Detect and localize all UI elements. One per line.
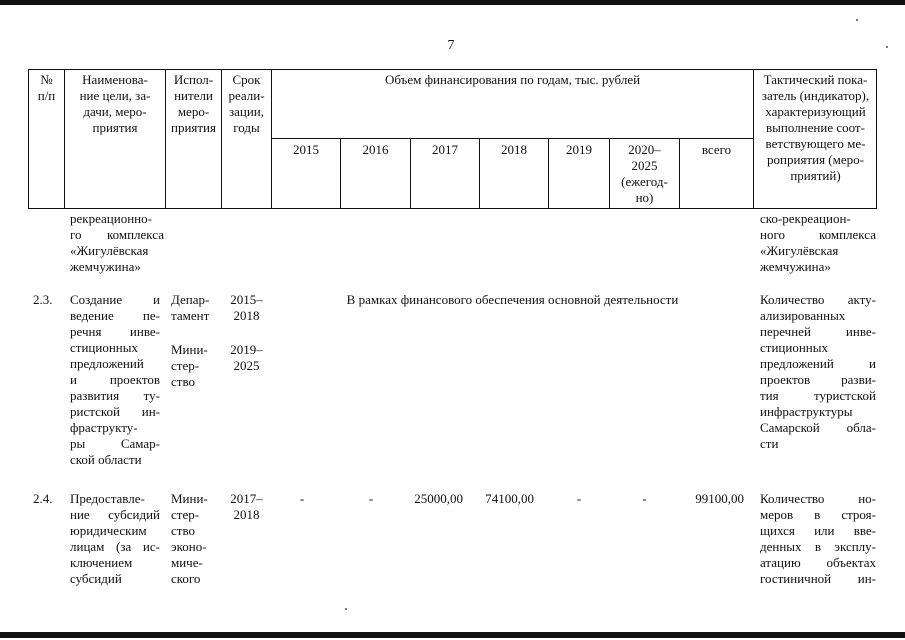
row-2-4-value-2018: 74100,00 (485, 491, 534, 506)
row-2-3-term-1: 2015– 2018 (230, 292, 263, 323)
header-year-2017: 2017 (432, 142, 458, 157)
row-2-3-exec-dept: Депар- тамент (171, 292, 210, 323)
vline-4 (271, 69, 272, 209)
header-year-2019: 2019 (566, 142, 592, 157)
vline-11 (753, 69, 754, 209)
years-line (272, 138, 754, 139)
header-bottom-line (28, 208, 877, 209)
row-2-3-term-2: 2019– 2025 (230, 342, 263, 373)
row-2-4-exec: Мини- стер- ство эконо- миче- ского (171, 491, 208, 586)
header-col-no: № п/п (37, 72, 56, 103)
row-2-3-name: Создание и ведение пе- речня инве- стиционных предложений и проектов развития ту- ристской ин- фраструкту- ры Самар- ской области (70, 292, 160, 467)
cont-row-name: рекреационно- го комплекса «Жигулёвская жемчужина» (70, 211, 164, 274)
header-year-2015: 2015 (293, 142, 319, 157)
row-2-4-value-2020-2025: - (642, 491, 647, 506)
row-2-4-term: 2017– 2018 (230, 491, 263, 522)
row-2-4-no: 2.4. (33, 491, 53, 506)
row-2-4-total: 99100,00 (695, 491, 744, 506)
row-2-3-exec-ministry: Мини- стер- ство (171, 342, 208, 389)
scan-speck (886, 46, 888, 48)
bottom-border (0, 632, 905, 638)
header-year-2018: 2018 (501, 142, 527, 157)
scan-speck (345, 608, 347, 610)
row-2-4-indicator: Количество но- меров в строя- щихся или вве- денных в эксплу- атацию объектах гостиничной ин- (760, 491, 876, 586)
vline-12 (876, 69, 877, 209)
row-2-4-value-2016: - (368, 491, 374, 506)
row-2-3-indicator: Количество акту- ализированных перечней инве- стиционных предложений и проектов разви- тия туристской инфраструктуры Самарской обла- сти (760, 292, 876, 451)
row-2-4-value-2019: - (576, 491, 582, 506)
table-top-line (28, 69, 877, 70)
header-col-name: Наименова- ние цели, за- дачи, меро- приятия (79, 72, 151, 135)
row-2-4-value-2017: 25000,00 (414, 491, 463, 506)
header-col-funding: Объем финансирования по годам, тыс. рублей (384, 72, 641, 87)
row-2-4-value-2015: - (299, 491, 305, 506)
header-year-range: 2020– 2025 (ежегод- но) (621, 142, 668, 205)
header-col-indicator: Тактический пока- затель (индикатор), характеризующий выполнение соот- ветствующего ме- роприятия (меро- приятий) (761, 72, 870, 183)
cont-row-indicator: ско-рекреацион- ного комплекса «Жигулёвская жемчужина» (760, 211, 876, 274)
header-col-exec: Испол- нители меро- приятия (170, 72, 216, 135)
header-total: всего (701, 142, 732, 157)
header-year-2016: 2016 (362, 142, 389, 157)
header-col-term: Срок реали- зации, годы (228, 72, 265, 135)
page-number: 7 (447, 38, 455, 53)
vline-1 (64, 69, 65, 209)
scan-speck (856, 19, 858, 21)
row-2-4-name: Предоставле- ние субсидий юридическим лицам (за ис- ключением субсидий (70, 491, 160, 586)
top-border (0, 0, 905, 5)
row-2-3-no: 2.3. (33, 292, 53, 307)
row-2-3-funding-note: В рамках финансового обеспечения основной деятельности (346, 292, 679, 307)
